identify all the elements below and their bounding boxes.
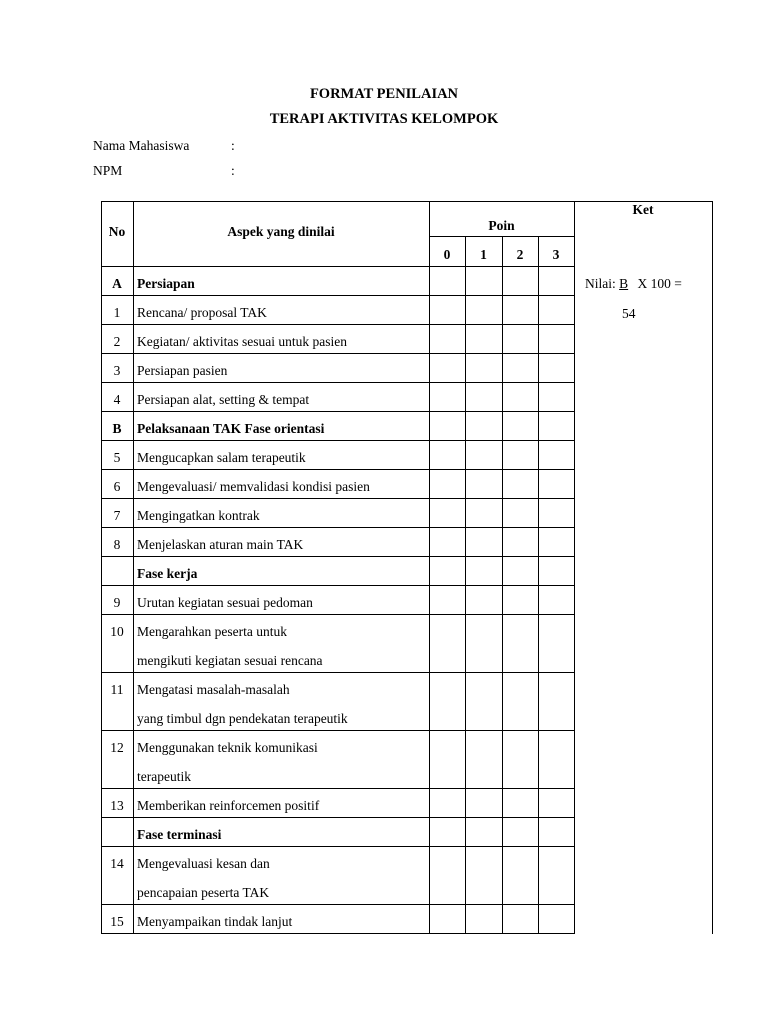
row-aspect-text: Mengevaluasi kesan dan (137, 856, 270, 871)
ket-nilai-label: Nilai: (585, 276, 616, 291)
row-separator (101, 556, 575, 557)
field-colon-nama: : (231, 138, 235, 153)
row-number: A (112, 276, 122, 291)
header-poin-0: 0 (443, 247, 451, 262)
row-aspect-text: Menyampaikan tindak lanjut (137, 914, 293, 929)
header-no: No (108, 224, 126, 239)
row-aspect-text: Persiapan pasien (137, 363, 228, 378)
row-number: 15 (110, 914, 124, 929)
row-separator (101, 614, 575, 615)
row-aspect-text: Menjelaskan aturan main TAK (137, 537, 304, 552)
row-number: 1 (113, 305, 121, 320)
row-separator (101, 730, 575, 731)
row-aspect-text-continued: terapeutik (137, 769, 191, 784)
header-bottom-line (101, 266, 575, 267)
row-separator (101, 469, 575, 470)
ket-denominator: 54 (622, 306, 636, 321)
row-number: 7 (113, 508, 121, 523)
row-separator (101, 585, 575, 586)
col-divider-no (133, 201, 134, 934)
row-number: 11 (110, 682, 124, 697)
header-ket: Ket (632, 202, 654, 217)
header-aspek: Aspek yang dinilai (227, 224, 335, 239)
row-aspect-text: Persiapan (137, 276, 195, 291)
row-separator (101, 904, 575, 905)
row-number: 14 (110, 856, 124, 871)
row-number: 6 (113, 479, 121, 494)
table-left-border (101, 201, 102, 934)
row-aspect-text: Rencana/ proposal TAK (137, 305, 267, 320)
row-aspect-text: Menggunakan teknik komunikasi (137, 740, 318, 755)
row-separator (101, 295, 575, 296)
ket-nilai-formula: X 100 = (637, 276, 682, 291)
row-separator (101, 353, 575, 354)
row-separator (101, 527, 575, 528)
row-separator (101, 817, 575, 818)
row-aspect-text-continued: pencapaian peserta TAK (137, 885, 270, 900)
row-number: B (112, 421, 122, 436)
row-number: 5 (113, 450, 121, 465)
row-aspect-text: Mengingatkan kontrak (137, 508, 260, 523)
header-poin-1: 1 (480, 247, 487, 262)
row-aspect-text: Memberikan reinforcemen positif (137, 798, 320, 813)
row-aspect-text: Fase terminasi (137, 827, 222, 842)
row-number: 12 (110, 740, 124, 755)
row-aspect-text-continued: yang timbul dgn pendekatan terapeutik (137, 711, 348, 726)
row-separator (101, 672, 575, 673)
field-label-npm: NPM (93, 163, 123, 178)
row-separator (101, 846, 575, 847)
field-label-nama: Nama Mahasiswa (93, 138, 190, 153)
ket-nilai-var: B (619, 276, 629, 291)
table-bottom-border (101, 933, 575, 934)
field-colon-npm: : (231, 163, 235, 178)
row-aspect-text: Mengarahkan peserta untuk (137, 624, 287, 639)
row-aspect-text: Persiapan alat, setting & tempat (137, 392, 310, 407)
row-separator (101, 788, 575, 789)
row-number: 2 (113, 334, 121, 349)
document-subtitle: TERAPI AKTIVITAS KELOMPOK (269, 111, 499, 127)
row-aspect-text: Pelaksanaan TAK Fase orientasi (137, 421, 325, 436)
row-aspect-text-continued: mengikuti kegiatan sesuai rencana (137, 653, 323, 668)
header-poin: Poin (488, 218, 515, 233)
col-divider-ket (574, 201, 575, 934)
row-number: 8 (113, 537, 121, 552)
row-separator (101, 498, 575, 499)
row-separator (101, 411, 575, 412)
col-divider-poin (502, 236, 503, 934)
row-separator (101, 440, 575, 441)
row-number: 9 (113, 595, 121, 610)
row-aspect-text: Mengatasi masalah-masalah (137, 682, 290, 697)
row-number: 3 (113, 363, 121, 378)
table-top-border (101, 201, 713, 202)
col-divider-aspek (429, 201, 430, 934)
col-divider-poin (465, 236, 466, 934)
row-aspect-text: Fase kerja (137, 566, 198, 581)
document-title: FORMAT PENILAIAN (309, 86, 459, 102)
row-number: 10 (110, 624, 124, 639)
row-separator (101, 382, 575, 383)
col-divider-poin (538, 236, 539, 934)
row-aspect-text: Urutan kegiatan sesuai pedoman (137, 595, 313, 610)
row-number: 4 (113, 392, 121, 407)
row-separator (101, 324, 575, 325)
ket-nilai (585, 276, 682, 292)
row-number: 13 (110, 798, 124, 813)
header-poin-2: 2 (516, 247, 524, 262)
header-poin-3: 3 (552, 247, 560, 262)
row-aspect-text: Mengucapkan salam terapeutik (137, 450, 306, 465)
row-aspect-text: Kegiatan/ aktivitas sesuai untuk pasien (137, 334, 347, 349)
table-right-border (712, 201, 713, 934)
row-aspect-text: Mengevaluasi/ memvalidasi kondisi pasien (137, 479, 370, 494)
